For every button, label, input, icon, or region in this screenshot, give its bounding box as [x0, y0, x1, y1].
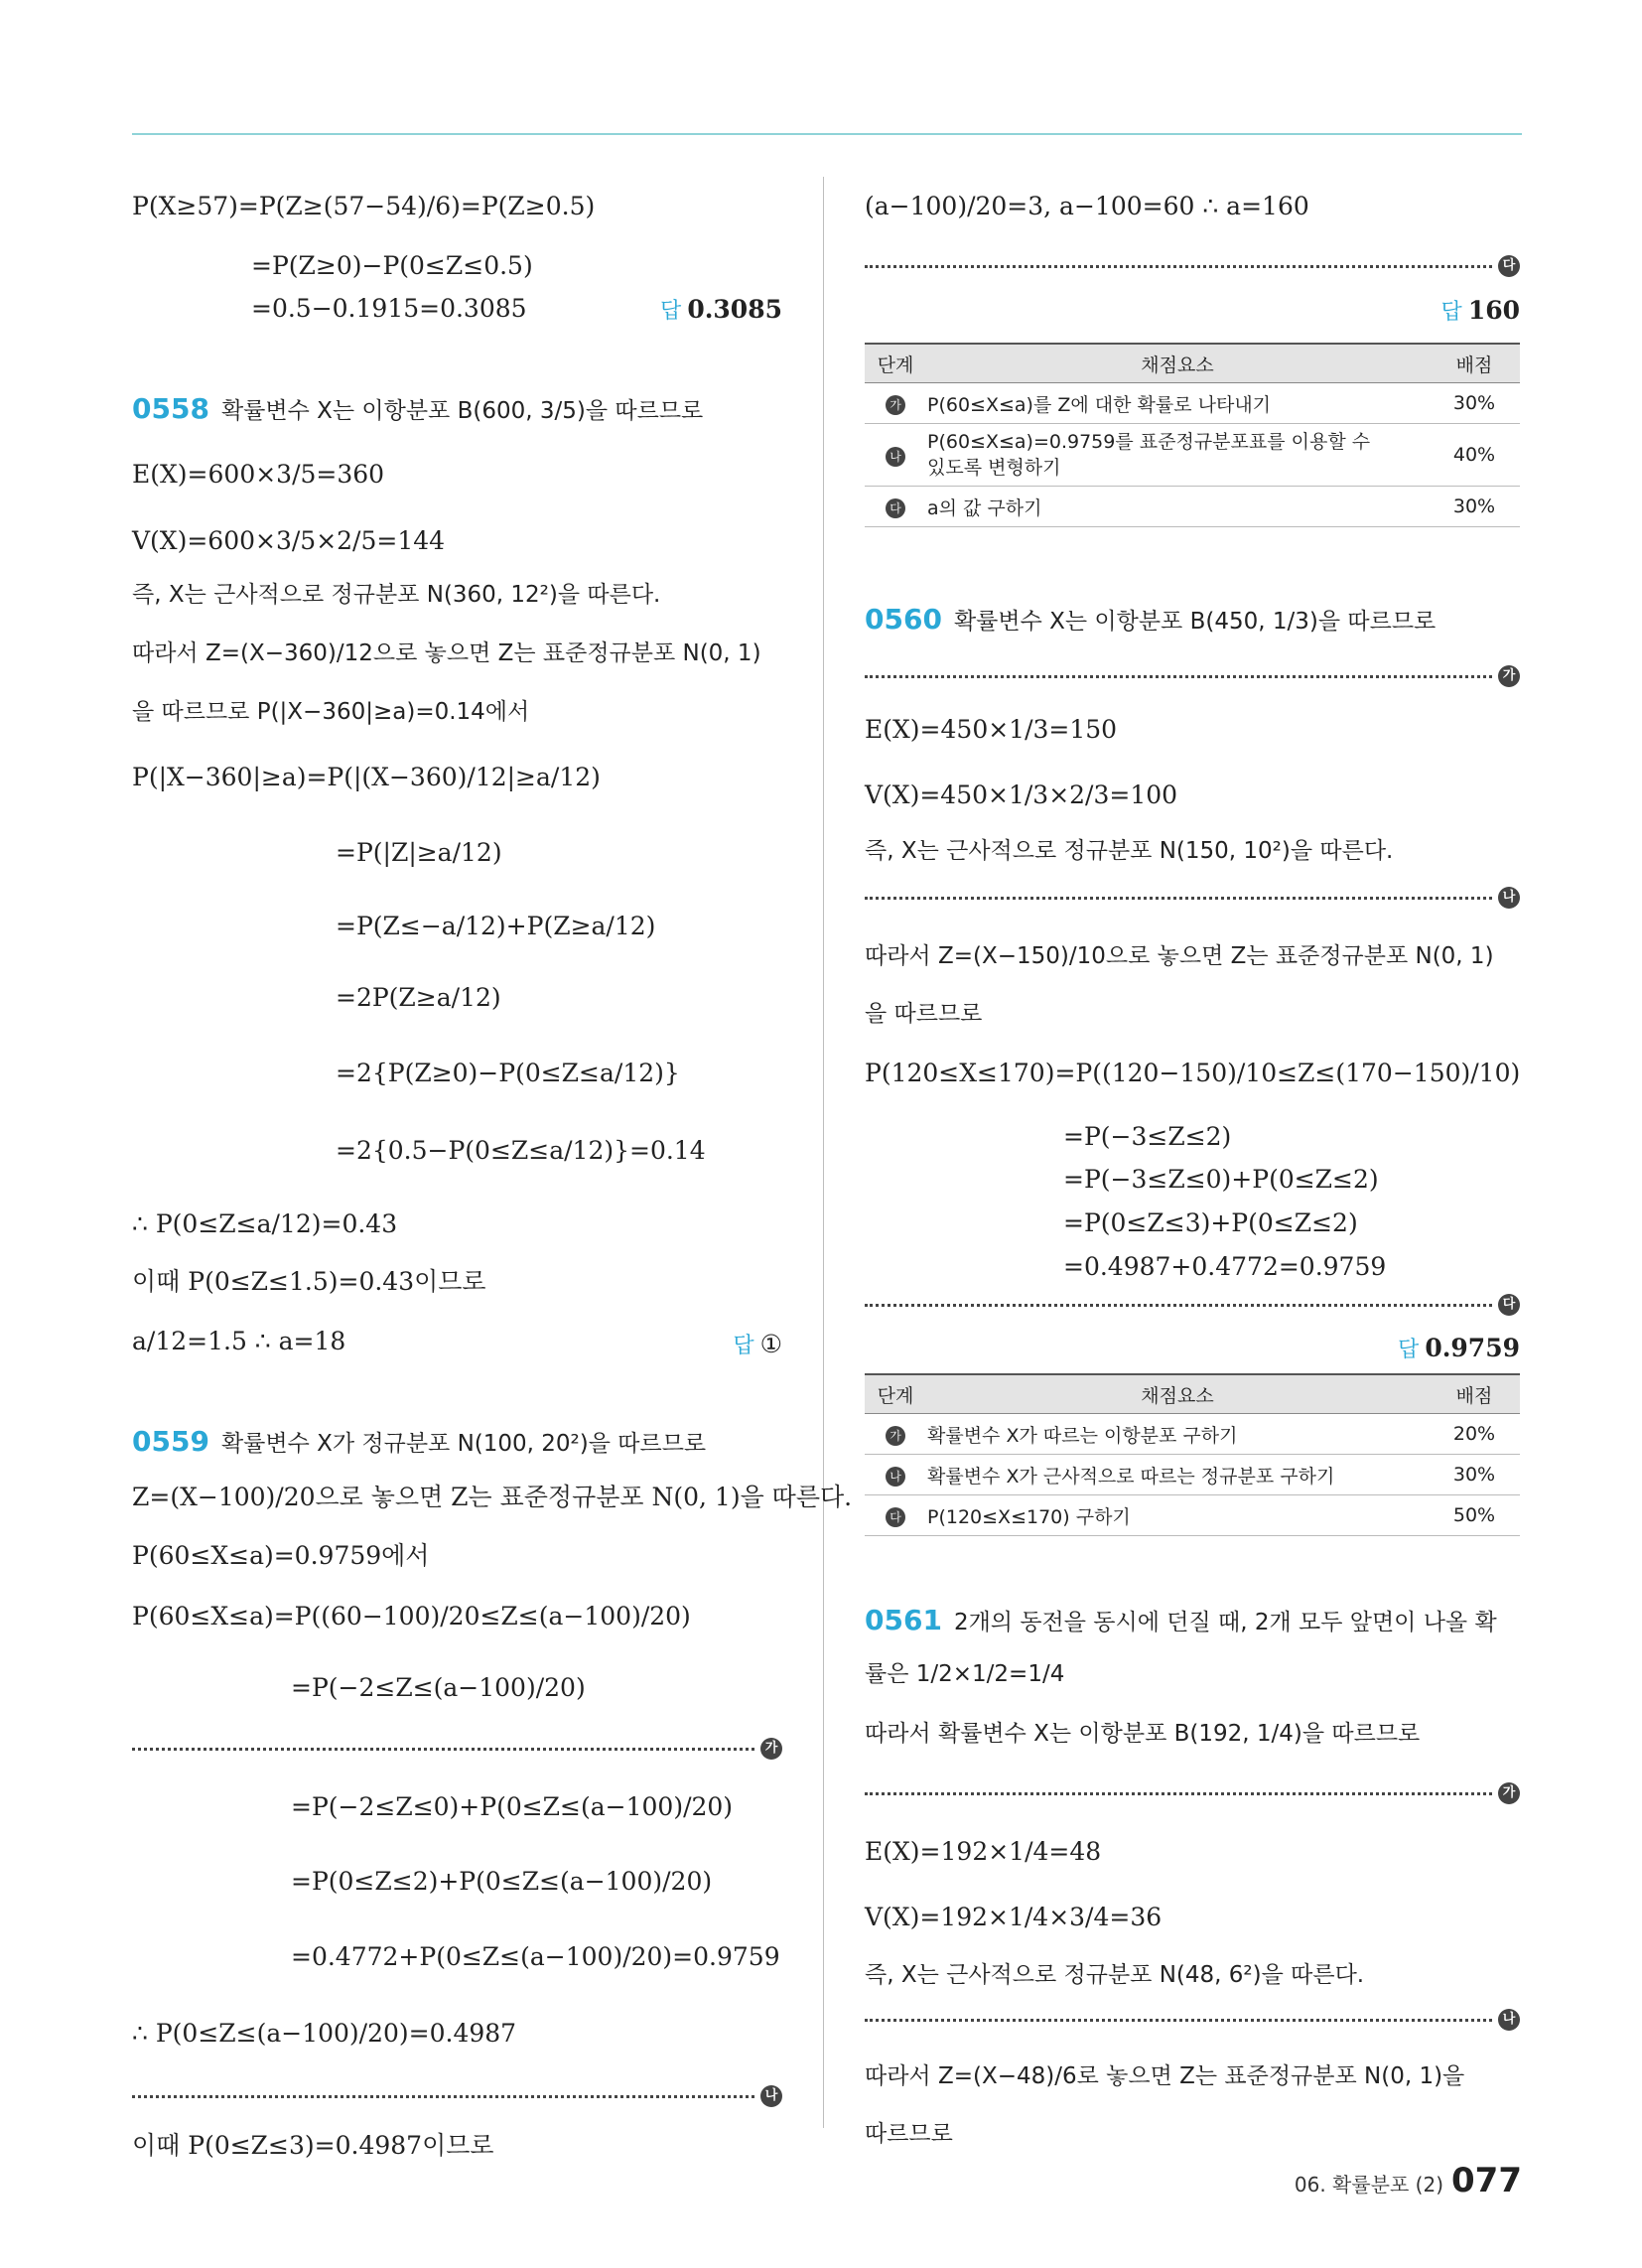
eq-line: E(X)=192×1/4=48 — [865, 1837, 1102, 1866]
eq-line: =P(−3≤Z≤0)+P(0≤Z≤2) — [1063, 1165, 1379, 1194]
answer-value: 160 — [1467, 296, 1520, 325]
table-cell: 30% — [1429, 383, 1520, 424]
text-line: 을 따르므로 — [865, 1001, 983, 1027]
dotted-separator — [865, 1304, 1492, 1307]
step-mark: 가 — [760, 1738, 782, 1760]
table-header: 배점 — [1429, 1374, 1520, 1414]
step-mark: 다 — [1498, 1294, 1520, 1316]
step-mark: 나 — [1498, 2009, 1520, 2031]
answer — [1441, 295, 1520, 326]
column-divider — [823, 177, 824, 2128]
table-row — [865, 1455, 1520, 1495]
problem-0560-intro — [865, 603, 1437, 636]
table-cell: 30% — [1429, 1455, 1520, 1495]
eq-line: =P(0≤Z≤3)+P(0≤Z≤2) — [1063, 1208, 1358, 1237]
dotted-separator — [865, 897, 1492, 900]
problem-text: 확률변수 X는 이항분포 B(600, 3/5)을 따르므로 — [220, 398, 704, 424]
dotted-separator — [865, 1792, 1492, 1795]
dotted-separator — [865, 265, 1492, 268]
step-mark: 가 — [1498, 665, 1520, 687]
top-rule — [132, 133, 1522, 135]
problem-text: 확률변수 X는 이항분포 B(450, 1/3)을 따르므로 — [953, 609, 1437, 635]
eq-line: P(60≤X≤a)=0.9759에서 — [132, 1541, 430, 1570]
answer — [1398, 1333, 1520, 1363]
problem-0558-intro — [132, 392, 704, 425]
eq-line: =P(0≤Z≤2)+P(0≤Z≤(a−100)/20) — [291, 1867, 713, 1896]
step-mark: 다 — [886, 1507, 905, 1527]
page-footer — [1295, 2161, 1522, 2200]
problem-number: 0558 — [132, 392, 209, 425]
table-cell: P(60≤X≤a)를 Z에 대한 확률로 나타내기 — [926, 383, 1429, 424]
scoring-table — [865, 343, 1520, 527]
eq-line: =2{0.5−P(0≤Z≤a/12)}=0.14 — [336, 1136, 706, 1165]
text-line: 따라서 Z=(X−150)/10으로 놓으면 Z는 표준정규분포 N(0, 1) — [865, 943, 1494, 969]
answer-value: 0.3085 — [687, 295, 782, 324]
answer-label: 답 — [733, 1334, 754, 1358]
step-mark: 다 — [886, 498, 905, 518]
problem-0561-intro — [865, 1604, 1497, 1636]
dotted-separator — [132, 1748, 754, 1751]
text-line: 즉, X는 근사적으로 정규분포 N(150, 10²)을 따른다. — [865, 838, 1394, 864]
step-mark: 나 — [886, 1467, 905, 1487]
table-cell: 40% — [1429, 424, 1520, 487]
answer-value: 0.9759 — [1425, 1334, 1520, 1362]
table-header: 채점요소 — [926, 1374, 1429, 1414]
eq-line: (a−100)/20=3, a−100=60 ∴ a=160 — [865, 192, 1309, 220]
step-mark: 다 — [1498, 255, 1520, 277]
text-line: 을 따르므로 P(|X−360|≥a)=0.14에서 — [132, 699, 530, 725]
step-mark: 나 — [1498, 887, 1520, 909]
table-row — [865, 487, 1520, 527]
eq-line: ∴ P(0≤Z≤(a−100)/20)=0.4987 — [132, 2019, 517, 2048]
eq-line: E(X)=450×1/3=150 — [865, 715, 1118, 744]
answer-label: 답 — [1398, 1338, 1420, 1362]
text-line: 률은 1/2×1/2=1/4 — [865, 1661, 1065, 1687]
table-row — [865, 1414, 1520, 1455]
step-mark: 가 — [886, 395, 905, 415]
table-header: 배점 — [1429, 344, 1520, 383]
dotted-separator — [865, 675, 1492, 678]
table-row — [865, 383, 1520, 424]
answer-label: 답 — [660, 299, 682, 324]
table-header: 단계 — [865, 1374, 926, 1414]
text-line: 따라서 Z=(X−360)/12으로 놓으면 Z는 표준정규분포 N(0, 1) — [132, 640, 761, 666]
eq-line: =P(Z≤−a/12)+P(Z≥a/12) — [336, 912, 656, 940]
eq-line: 이때 P(0≤Z≤1.5)=0.43이므로 — [132, 1267, 486, 1296]
problem-text: 확률변수 X가 정규분포 N(100, 20²)을 따르므로 — [220, 1431, 707, 1457]
table-cell: 30% — [1429, 487, 1520, 527]
eq-line: =P(−2≤Z≤(a−100)/20) — [291, 1673, 586, 1702]
eq-line: =2P(Z≥a/12) — [336, 983, 501, 1012]
table-cell: 20% — [1429, 1414, 1520, 1455]
eq-line: ∴ P(0≤Z≤a/12)=0.43 — [132, 1209, 398, 1238]
problem-text: 2개의 동전을 동시에 던질 때, 2개 모두 앞면이 나올 확 — [953, 1610, 1497, 1635]
scoring-table — [865, 1373, 1520, 1536]
eq-line: P(X≥57)=P(Z≥(57−54)/6)=P(Z≥0.5) — [132, 192, 596, 220]
page-number: 077 — [1451, 2161, 1522, 2200]
text-line: 따라서 확률변수 X는 이항분포 B(192, 1/4)을 따르므로 — [865, 1721, 1421, 1747]
answer-label: 답 — [1440, 300, 1462, 325]
eq-line: =0.4987+0.4772=0.9759 — [1063, 1252, 1387, 1281]
eq-line: a/12=1.5 ∴ a=18 — [132, 1327, 346, 1355]
table-cell: 확률변수 X가 따르는 이항분포 구하기 — [926, 1414, 1429, 1455]
eq-line: =2{P(Z≥0)−P(0≤Z≤a/12)} — [336, 1059, 680, 1087]
dotted-separator — [865, 2019, 1492, 2022]
answer-value: ① — [759, 1330, 782, 1358]
table-cell: 확률변수 X가 근사적으로 따르는 정규분포 구하기 — [926, 1455, 1429, 1495]
table-cell: a의 값 구하기 — [926, 487, 1429, 527]
eq-line: P(120≤X≤170)=P((120−150)/10≤Z≤(170−150)/10) — [865, 1059, 1521, 1087]
eq-line: =P(|Z|≥a/12) — [336, 838, 502, 867]
table-header: 채점요소 — [926, 344, 1429, 383]
eq-line: V(X)=192×1/4×3/4=36 — [865, 1903, 1163, 1931]
step-mark: 가 — [1498, 1782, 1520, 1804]
table-row — [865, 1495, 1520, 1536]
table-cell: P(60≤X≤a)=0.9759를 표준정규분포표를 이용할 수 있도록 변형하기 — [926, 424, 1429, 487]
dotted-separator — [132, 2095, 754, 2098]
eq-line: 이때 P(0≤Z≤3)=0.4987이므로 — [132, 2131, 494, 2160]
problem-0559-intro — [132, 1425, 707, 1458]
eq-line: =0.5−0.1915=0.3085 — [251, 294, 527, 323]
answer — [660, 294, 782, 325]
eq-line: Z=(X−100)/20으로 놓으면 Z는 표준정규분포 N(0, 1)을 따른다. — [132, 1483, 853, 1511]
problem-number: 0559 — [132, 1425, 209, 1458]
text-line: 따라서 Z=(X−48)/6로 놓으면 Z는 표준정규분포 N(0, 1)을 — [865, 2063, 1465, 2089]
eq-line: E(X)=600×3/5=360 — [132, 460, 385, 489]
eq-line: P(60≤X≤a)=P((60−100)/20≤Z≤(a−100)/20) — [132, 1602, 691, 1630]
table-row — [865, 424, 1520, 487]
eq-line: V(X)=450×1/3×2/3=100 — [865, 780, 1178, 809]
eq-line: =P(Z≥0)−P(0≤Z≤0.5) — [251, 251, 533, 280]
eq-line: P(|X−360|≥a)=P(|(X−360)/12|≥a/12) — [132, 763, 601, 791]
eq-line: =P(−2≤Z≤0)+P(0≤Z≤(a−100)/20) — [291, 1792, 734, 1821]
eq-line: V(X)=600×3/5×2/5=144 — [132, 526, 446, 555]
problem-number: 0561 — [865, 1604, 942, 1636]
eq-line: =0.4772+P(0≤Z≤(a−100)/20)=0.9759 — [291, 1942, 780, 1971]
answer — [733, 1329, 782, 1359]
table-cell: 50% — [1429, 1495, 1520, 1536]
step-mark: 가 — [886, 1426, 905, 1446]
problem-number: 0560 — [865, 603, 942, 636]
table-cell: P(120≤X≤170) 구하기 — [926, 1495, 1429, 1536]
text-line: 즉, X는 근사적으로 정규분포 N(360, 12²)을 따른다. — [132, 582, 661, 608]
section-title: 06. 확률분포 (2) — [1294, 2173, 1444, 2197]
table-header: 단계 — [865, 344, 926, 383]
eq-line: =P(−3≤Z≤2) — [1063, 1122, 1232, 1151]
step-mark: 나 — [886, 447, 905, 467]
text-line: 즉, X는 근사적으로 정규분포 N(48, 6²)을 따른다. — [865, 1962, 1365, 1988]
text-line: 따르므로 — [865, 2121, 953, 2147]
step-mark: 나 — [760, 2085, 782, 2107]
